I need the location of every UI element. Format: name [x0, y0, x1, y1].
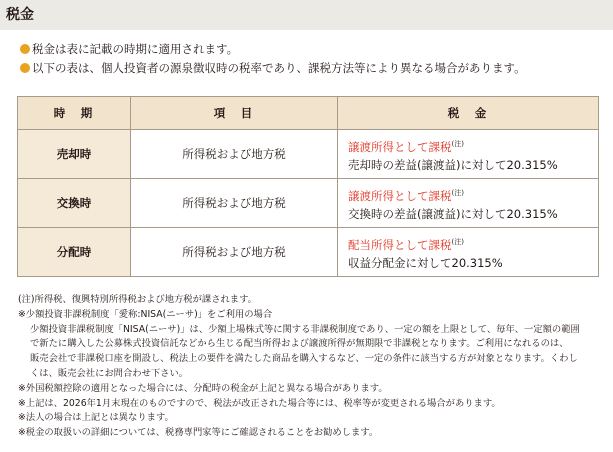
bullet-item — [20, 40, 526, 59]
section-title: 税金 — [0, 0, 613, 30]
tax-table — [17, 96, 599, 277]
table-header-row — [18, 97, 599, 130]
item-cell: 所得税および地方税 — [131, 130, 338, 179]
period-cell: 交換時 — [18, 179, 131, 228]
note-line: ※少額投資非課税制度「愛称:NISA(ニーサ)」をご利用の場合 — [18, 308, 273, 320]
note-line: (注)所得税、復興特別所得税および地方税が課されます。 — [18, 294, 257, 305]
tax-title: 配当所得として課税 — [348, 237, 452, 252]
note-mark: (注) — [451, 139, 464, 148]
tax-cell — [338, 130, 599, 179]
note-line: くは、販売会社にお問合わせ下さい。 — [30, 367, 189, 379]
note-mark: (注) — [451, 188, 464, 197]
note-line: ※外国税額控除の適用となった場合には、分配時の税金が上記と異なる場合があります。 — [18, 382, 388, 394]
item-cell: 所得税および地方税 — [131, 228, 338, 277]
tax-cell — [338, 179, 599, 228]
tax-title: 譲渡所得として課税 — [348, 139, 452, 154]
header-item: 項 目 — [131, 97, 338, 130]
note-line: 販売会社で非課税口座を開設し、税法上の要件を満たした商品を購入するなど、一定の条件に該当する方が対象となります。くわし — [30, 353, 578, 365]
item-cell: 所得税および地方税 — [131, 179, 338, 228]
tax-cell — [338, 228, 599, 277]
note-mark: (注) — [451, 237, 464, 246]
note-line: ※上記は、2026年1月末現在のものですので、税法が改正された場合等には、税率等が変更される場合があります。 — [18, 397, 501, 409]
note-line: で新たに購入した公募株式投資信託などから生じる配当所得および譲渡所得が無期限で非課税となります。ご利用になれるのは、 — [30, 338, 569, 350]
bullet-text: 税金は表に記載の時期に適用されます。 — [32, 42, 239, 56]
bullet-item — [20, 59, 526, 78]
bullet-dot-icon — [20, 63, 30, 73]
table-row — [18, 130, 599, 179]
header-period: 時 期 — [18, 97, 131, 130]
bullet-text: 以下の表は、個人投資者の源泉徴収時の税率であり、課税方法等により異なる場合があります。 — [32, 61, 526, 75]
tax-title: 譲渡所得として課税 — [348, 188, 452, 203]
note-line: 少額投資非課税制度「NISA(ニーサ)」は、少額上場株式等に関する非課税制度であり、一定の額を上限として、毎年、一定額の範囲 — [30, 323, 580, 335]
bullet-list — [20, 40, 526, 78]
period-cell: 売却時 — [18, 130, 131, 179]
notes — [18, 293, 610, 441]
note-line: ※税金の取扱いの詳細については、税務専門家等にご確認されることをお勧めします。 — [18, 427, 379, 439]
note-line: ※法人の場合は上記とは異なります。 — [18, 412, 174, 424]
tax-detail: 交換時の差益(譲渡益)に対して20.315% — [348, 206, 558, 221]
tax-detail: 売却時の差益(譲渡益)に対して20.315% — [348, 157, 558, 172]
tax-detail: 収益分配金に対して20.315% — [348, 255, 503, 270]
header-tax: 税 金 — [338, 97, 599, 130]
table-row — [18, 228, 599, 277]
table-row — [18, 179, 599, 228]
period-cell: 分配時 — [18, 228, 131, 277]
bullet-dot-icon — [20, 44, 30, 54]
